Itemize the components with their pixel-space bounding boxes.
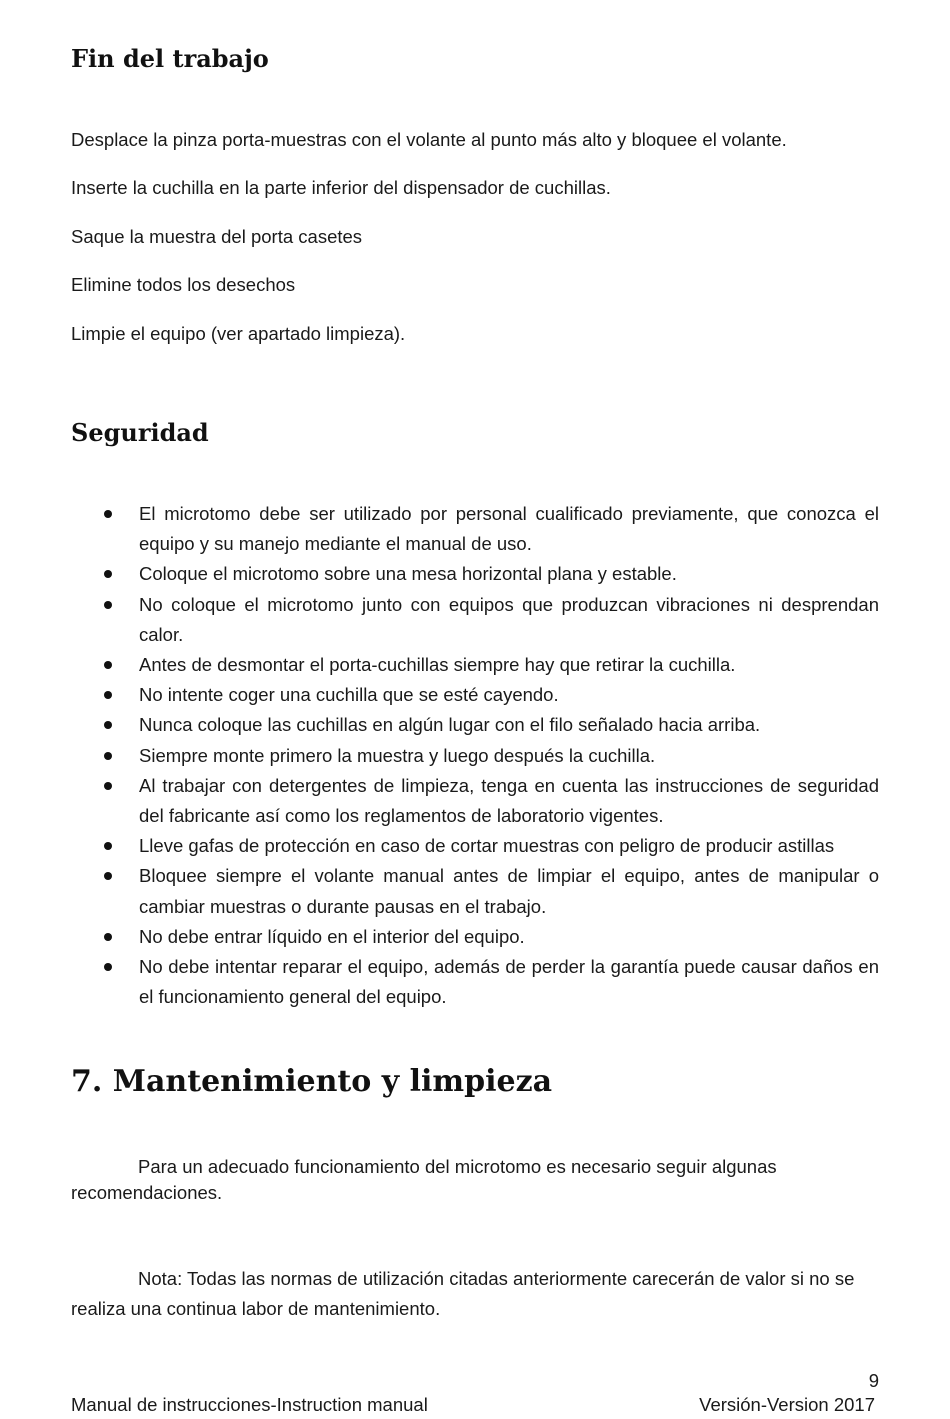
list-item-text: No coloque el microtomo junto con equipos que produzcan vibraciones ni desprendan calor. <box>139 593 879 645</box>
note-paragraph <box>71 1264 879 1324</box>
list-item-text: No debe entrar líquido en el interior del equipo. <box>139 925 525 947</box>
list-item-text: Lleve gafas de protección en caso de cortar muestras con peligro de producir astillas <box>139 835 835 857</box>
paragraph-line: Para un adecuado funcionamiento del microtomo es necesario seguir algunas <box>138 1156 777 1177</box>
list-item <box>0 650 879 680</box>
paragraph: Desplace la pinza porta-muestras con el volante al punto más alto y bloquee el volante. <box>71 129 787 150</box>
list-item-text: No debe intentar reparar el equipo, además de perder la garantía puede causar daños en el funcionamiento general del equipo. <box>139 956 879 1008</box>
section-title-mantenimiento: 7. Mantenimiento y limpieza <box>71 1064 553 1099</box>
list-item-text: No intente coger una cuchilla que se esté cayendo. <box>139 684 559 706</box>
list-item <box>0 861 879 921</box>
bullet-icon <box>104 721 112 729</box>
page-number: 9 <box>868 1370 879 1391</box>
bullet-icon <box>104 963 112 971</box>
section-title-seguridad: Seguridad <box>71 418 209 447</box>
list-item <box>0 499 879 559</box>
bullet-icon <box>104 782 112 790</box>
list-item <box>0 741 879 771</box>
list-item-text: Antes de desmontar el porta-cuchillas siempre hay que retirar la cuchilla. <box>139 654 736 676</box>
list-item <box>0 952 879 1012</box>
paragraph-line: recomendaciones. <box>71 1182 223 1203</box>
safety-list <box>0 499 950 1012</box>
list-item <box>0 831 879 861</box>
list-item-text: Siempre monte primero la muestra y luego después la cuchilla. <box>139 744 656 766</box>
bullet-icon <box>104 601 112 609</box>
list-item-text: El microtomo debe ser utilizado por personal cualificado previamente, que conozca el equipo y su manejo mediante el manual de uso. <box>139 503 879 555</box>
bullet-icon <box>104 842 112 850</box>
bullet-icon <box>104 570 112 578</box>
bullet-icon <box>104 752 112 760</box>
paragraph: Inserte la cuchilla en la parte inferior del dispensador de cuchillas. <box>71 177 611 198</box>
footer-version: Versión-Version 2017 <box>699 1394 875 1415</box>
paragraph: Saque la muestra del porta casetes <box>71 226 363 247</box>
bullet-icon <box>104 933 112 941</box>
bullet-icon <box>104 661 112 669</box>
section-title-fin-del-trabajo: Fin del trabajo <box>71 44 269 73</box>
bullet-icon <box>104 691 112 699</box>
bullet-icon <box>104 510 112 518</box>
intro-paragraph <box>71 1154 879 1206</box>
list-item <box>0 922 879 952</box>
paragraph-line: Nota: Todas las normas de utilización citadas anteriormente carecerán de valor si no se <box>138 1268 855 1289</box>
bullet-icon <box>104 872 112 880</box>
list-item-text: Bloquee siempre el volante manual antes de limpiar el equipo, antes de manipular o cambiar muestras o durante pausas en el trabajo. <box>139 865 879 917</box>
list-item <box>0 559 879 589</box>
list-item <box>0 710 879 740</box>
list-item-text: Al trabajar con detergentes de limpieza, tenga en cuenta las instrucciones de seguridad del fabricante así como los reglamentos de laboratorio vigentes. <box>139 774 879 827</box>
footer-manual-title: Manual de instrucciones-Instruction manual <box>71 1394 428 1415</box>
list-item-text: Nunca coloque las cuchillas en algún lugar con el filo señalado hacia arriba. <box>139 714 761 736</box>
paragraph-line: realiza una continua labor de mantenimiento. <box>71 1298 441 1319</box>
paragraph: Elimine todos los desechos <box>71 274 296 295</box>
list-item <box>0 680 879 710</box>
list-item <box>0 590 879 650</box>
paragraph: Limpie el equipo (ver apartado limpieza). <box>71 323 406 344</box>
list-item-text: Coloque el microtomo sobre una mesa horizontal plana y estable. <box>139 563 677 585</box>
list-item <box>0 771 879 831</box>
